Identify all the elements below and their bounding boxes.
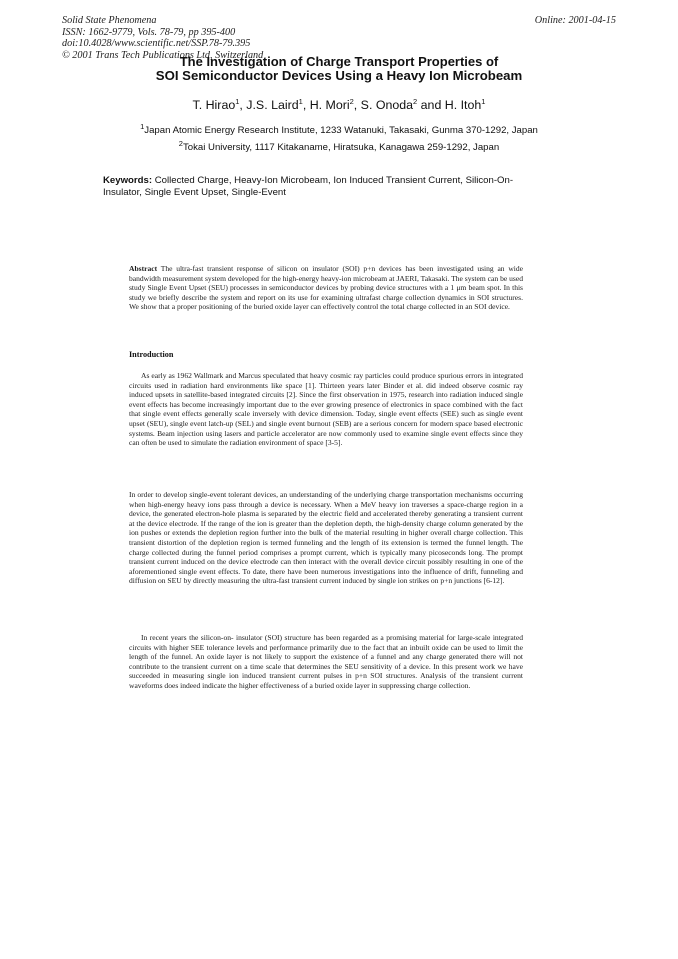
paragraph-3	[129, 633, 523, 691]
author-affiliation-mark: 2	[413, 96, 418, 106]
section-heading-introduction: Introduction	[129, 350, 174, 359]
author-name: , S. Onoda	[353, 98, 414, 112]
abstract-text: The ultra-fast transient response of silicon on insulator (SOI) p+n devices has been investigated using an wide bandwidth measurement system developed for the high-energy heavy-ion microbeam at JAERI, Takasaki. The system can be used study Single Event Upset (SEU) processes in semiconductor devices by probing device structures with a 1 μm beam spot. In this study we briefly describe the system and report on its use for examining ultrafast charge collection dynamics in SOI structures. We show that a proper positioning of the buried oxide layer can effectively control the total charge collected in an SOI device.	[129, 264, 523, 312]
affiliation-text: Tokai University, 1117 Kitakaname, Hiratsuka, Kanagawa 259-1292, Japan	[182, 142, 500, 153]
keywords-text: Collected Charge, Heavy-Ion Microbeam, Ion Induced Transient Current, Silicon-On-Insulator, Single Event Upset, Single-Event	[103, 175, 514, 198]
author-name: , H. Mori	[302, 98, 350, 112]
paragraph-text: In order to develop single-event tolerant devices, an understanding of the underlying charge transportation mechanisms occurring when high-energy heavy ions pass through a device is necessary. When a MeV heavy ion traverses a space-charge region in a device, the generated electron-hole plasma is separated by the electric field and accelerated thereby generating a transient current at the device electrode. If the range of the ion is greater than the depletion depth, the high-density charge column generated by the ion pushes or extends the depletion region further into the bulk of the material resulting in higher overall charge collection. This transient distortion of the depletion region is termed funneling and the length of its extension is termed the funnel length. The charge collected during the funnel period comprises a prompt current, which is typically many picoseconds long. The prompt transient current induced on the device electrode can then interact with the overall device circuit possibly resulting in one of the aforementioned single event effects. To date, there have been numerous investigations into the influence of drift, funneling and diffusion on SEU by directly measuring the ultra-fast transient current induced by single ion strikes on p+n junctions [6-12].	[129, 490, 523, 586]
paragraph-text: In recent years the silicon-on- insulator (SOI) structure has been regarded as a promising material for large-scale integrated circuits with higher SEE tolerance levels and performance primarily due to the fact that an inbuilt oxide can be used to limit the length of the funnel. An oxide layer is not likely to support the existence of a funnel and any charge generated there will not contribute to the transient current on a time scale that determines the SEU sensitivity of a device. In this present work we have succeeded in measuring single ion induced transient current pulses in p+n SOI structures. Analysis of the transient current waveforms does indeed indicate the higher effectiveness of a buried oxide layer in suppressing charge collection.	[129, 633, 523, 690]
author-name: and H. Itoh	[417, 98, 482, 112]
doi-line: doi:10.4028/www.scientific.net/SSP.78-79.395	[62, 38, 251, 50]
paper-title: SOI Semiconductor Devices Using a Heavy Ion Microbeam	[155, 68, 523, 83]
abstract	[129, 264, 523, 312]
copyright-line: © 2001 Trans Tech Publications Ltd, Switzerland	[62, 49, 264, 61]
author-affiliation-mark: 1	[298, 96, 303, 106]
title-line-cut	[0, 53, 678, 69]
title-line-1: The Investigation of Charge Transport Properties of	[179, 54, 499, 69]
issn-line: ISSN: 1662-9779, Vols. 78-79, pp 395-400	[62, 26, 236, 38]
paragraph-1	[129, 371, 523, 448]
author-name: T. Hirao	[192, 98, 236, 112]
keywords	[103, 175, 543, 198]
affiliation-mark: 1	[140, 121, 145, 131]
paragraph-2	[129, 490, 523, 586]
keywords-label: Keywords:	[103, 175, 153, 186]
author-affiliation-mark: 1	[235, 96, 240, 106]
author-affiliation-mark: 1	[481, 96, 486, 106]
author-affiliation-mark: 2	[349, 96, 354, 106]
online-date: Online: 2001-04-15	[534, 15, 616, 26]
affiliation-2	[0, 138, 678, 153]
paragraph-text: As early as 1962 Wallmark and Marcus speculated that heavy cosmic ray particles could produce spurious errors in integrated circuits used in radiation hard environments like space [1]. Thirteen years later Binder et al. did indeed observe cosmic ray induced upsets in satellite-based integrated circuits [2]. Since the first observation in 1975, research into radiation induced single event effects has become increasingly important due to the ever growing presence of electronics in space combined with the fact that single event effects generally scale inversely with device dimension. Today, single event effects (SEE) such as single event upset (SEU), single event latch-up (SEL) and single event burnout (SEB) are a serious concern for modern space based electronic systems. Beam injection using lasers and particle accelerator are now commonly used to examine single event effects since they can often be used to simulate the radiation environment of space [3-5].	[129, 371, 523, 448]
affiliation-mark: 2	[178, 138, 183, 148]
author-list	[0, 98, 678, 112]
author-name: , J.S. Laird	[239, 98, 299, 112]
affiliation-text: Japan Atomic Energy Research Institute, 1233 Watanuki, Takasaki, Gunma 370-1292, Japan	[144, 125, 538, 136]
abstract-label: Abstract	[129, 264, 158, 273]
affiliation-1	[0, 121, 678, 136]
journal-name: Solid State Phenomena	[62, 15, 157, 26]
